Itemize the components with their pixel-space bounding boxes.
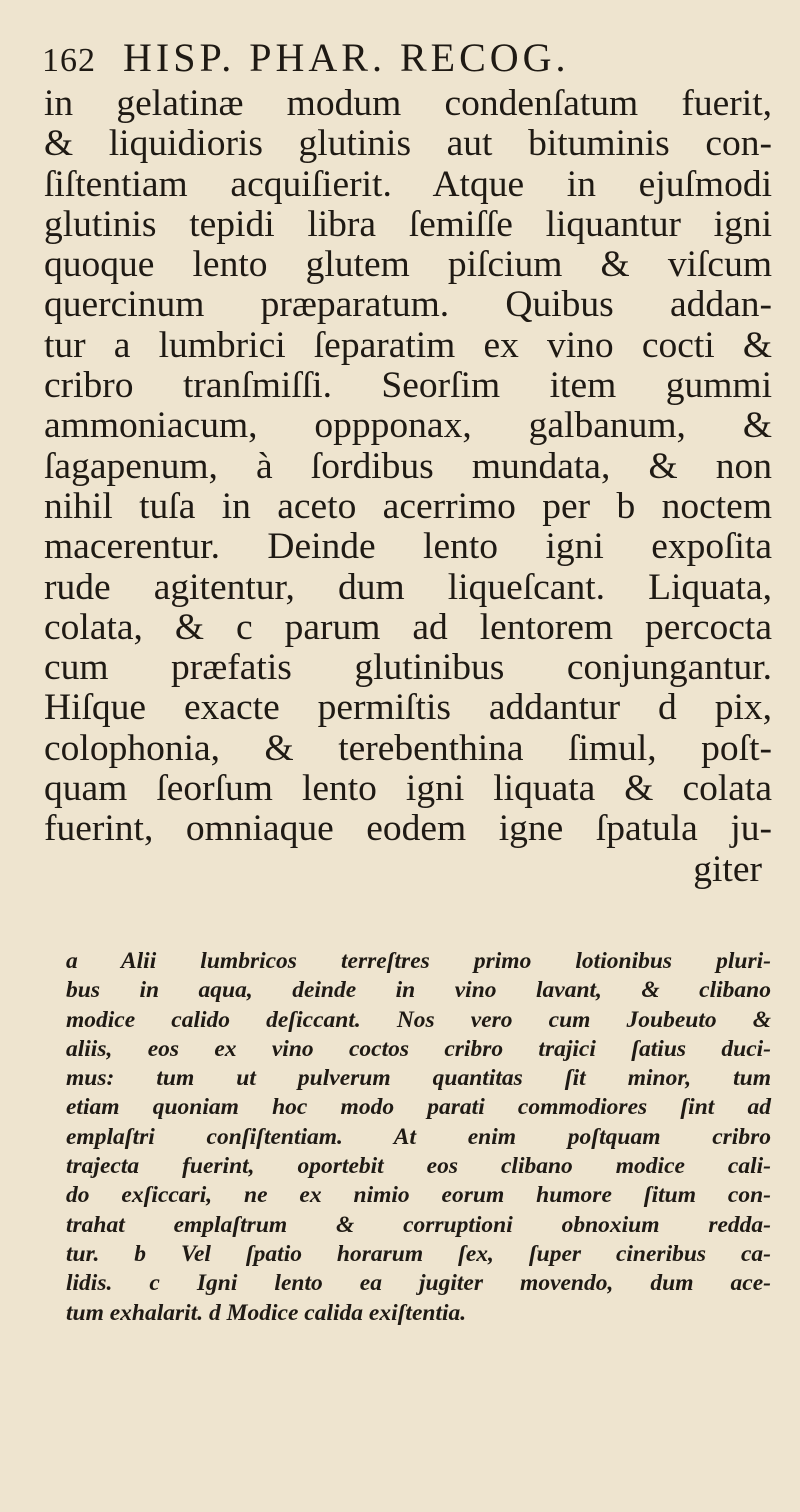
footnote-line: etiam quoniam hoc modo parati commodiores ſint ad — [66, 1094, 771, 1121]
footnote-line: tum exhalarit. d Modice calida exiſtentia. — [66, 1299, 467, 1326]
text-line: ſagapenum, à ſordibus mundata, & non — [44, 445, 772, 487]
footnote-line: trahat emplaſtrum & corruptioni obnoxium redda- — [66, 1211, 771, 1238]
text-line: & liquidioris glutinis aut bituminis con- — [44, 123, 772, 165]
catchword: giter — [693, 848, 762, 890]
footnote-line: a Alii lumbricos terreſtres primo lotionibus pluri- — [66, 948, 771, 974]
footnote-line: modice calido deſiccant. Nos vero cum Joubeuto & — [66, 1006, 771, 1033]
footnotes — [66, 947, 771, 1328]
footnote-line: bus in aqua, deinde in vino lavant, & clibano — [66, 977, 771, 1004]
text-line: fuerint, omniaque eodem igne ſpatula ju- — [44, 808, 772, 850]
text-line: macerentur. Deinde lento igni expoſita — [44, 526, 772, 568]
footnote-line: mus: tum ut pulverum quantitas ſit minor, tum — [66, 1065, 771, 1092]
text-line: cum præfatis glutinibus conjungantur. — [44, 647, 772, 689]
text-line: nihil tuſa in aceto acerrimo per b noctem — [44, 485, 772, 527]
text-line: rude agitentur, dum liqueſcant. Liquata, — [44, 566, 772, 608]
footnote-line: aliis, eos ex vino coctos cribro trajici ſatius duci- — [66, 1035, 771, 1062]
text-line: ſiſtentiam acquiſierit. Atque in ejuſmodi — [44, 163, 772, 205]
text-line: glutinis tepidi libra ſemiſſe liquantur igni — [44, 203, 772, 245]
text-line: ammoniacum, oppponax, galbanum, & — [44, 405, 772, 447]
text-line: colata, & c parum ad lentorem percocta — [44, 606, 772, 648]
text-line: quoque lento glutem piſcium & viſcum — [44, 244, 772, 286]
footnote-line: trajecta fuerint, oportebit eos clibano modice cali- — [66, 1153, 771, 1180]
text-line: colophonia, & terebenthina ſimul, poſt- — [44, 727, 772, 769]
text-line: tur a lumbrici ſeparatim ex vino cocti & — [44, 324, 772, 366]
page-header — [42, 34, 742, 85]
text-line: Hiſque exacte permiſtis addantur d pix, — [44, 687, 772, 729]
text-line: in gelatinæ modum condenſatum fuerit, — [44, 83, 772, 124]
footnote-line: do exſiccari, ne ex nimio eorum humore ſitum con- — [66, 1182, 771, 1209]
text-line: cribro tranſmiſſi. Seorſim item gummi — [44, 365, 772, 407]
page-number: 162 — [42, 42, 96, 79]
running-title: HISP. PHAR. RECOG. — [123, 35, 570, 80]
footnote-line: emplaſtri conſiſtentiam. At enim poſtquam cribro — [66, 1123, 771, 1150]
text-line: quercinum præparatum. Quibus addan- — [44, 284, 772, 326]
main-text — [44, 84, 772, 890]
footnote-line: lidis. c Igni lento ea jugiter movendo, dum ace- — [66, 1270, 771, 1297]
text-line: quam ſeorſum lento igni liquata & colata — [44, 768, 772, 810]
footnote-line: tur. b Vel ſpatio horarum ſex, ſuper cineribus ca- — [66, 1240, 771, 1267]
